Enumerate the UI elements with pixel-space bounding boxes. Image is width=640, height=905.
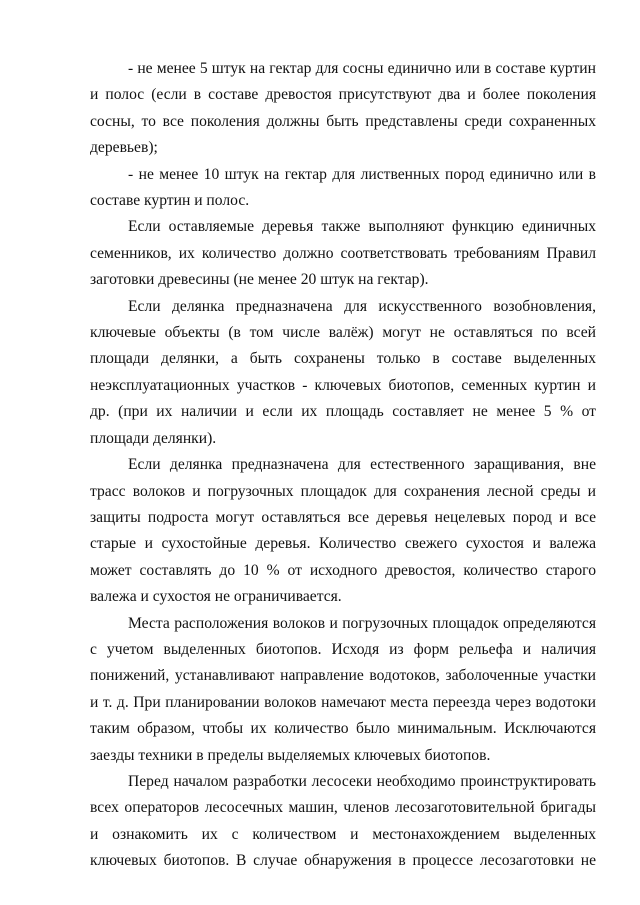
paragraph-natural-regeneration: Если делянка предназначена для естественного заращивания, вне трасс волоков и погрузочных площадок для сохранения лесной среды и защиты подроста могут оставляться все деревья нецелевых пород и все старые и сухостойные деревья. Количество свежего сухостоя и валежа может составлять до 10 % от исходного древостоя, количество старого валежа и сухостоя не ограничивается. — [90, 456, 596, 606]
paragraph-operator-instruction: Перед началом разработки лесосеки необходимо проинструктировать всех операторов лесосечных машин, членов лесозаготовительной бригады и ознакомить их с количеством и местонахождением выделенных ключевых биотопов. В случае обнаружения в процессе лесозаготовки не — [90, 772, 596, 870]
paragraph-pine-retention: - не менее 5 штук на гектар для сосны единично или в составе куртин и полос (если в составе древостоя присутствуют два и более поколения сосны, то все поколения должны быть представлены среди сохраненных деревьев); — [90, 60, 596, 157]
document-page — [90, 56, 596, 875]
paragraph-seed-trees: Если оставляемые деревья также выполняют функцию единичных семенников, их количество должно соответствовать требованиям Правил заготовки древесины (не менее 20 штук на гектар). — [90, 218, 596, 289]
paragraph-skid-trails: Места расположения волоков и погрузочных площадок определяются с учетом выделенных биотопов. Исходя из форм рельефа и наличия понижений, устанавливают направление водотоков, заболоченные участки и т. д. При планировании волоков намечают места переезда через водотоки таким образом, чтобы их количество было минимальным. Исключаются заезды техники в пределы выделяемых ключевых биотопов. — [90, 614, 596, 764]
paragraph-artificial-regeneration: Если делянка предназначена для искусственного возобновления, ключевые объекты (в том числе валёж) могут не оставляться по всей площади делянки, а быть сохранены только в составе выделенных неэксплуатационных участков - ключевых биотопов, семенных куртин и др. (при их наличии и если их площадь составляет не менее 5 % от площади делянки). — [90, 297, 596, 447]
paragraph-deciduous-retention: - не менее 10 штук на гектар для лиственных пород единично или в составе куртин и полос. — [90, 165, 596, 210]
